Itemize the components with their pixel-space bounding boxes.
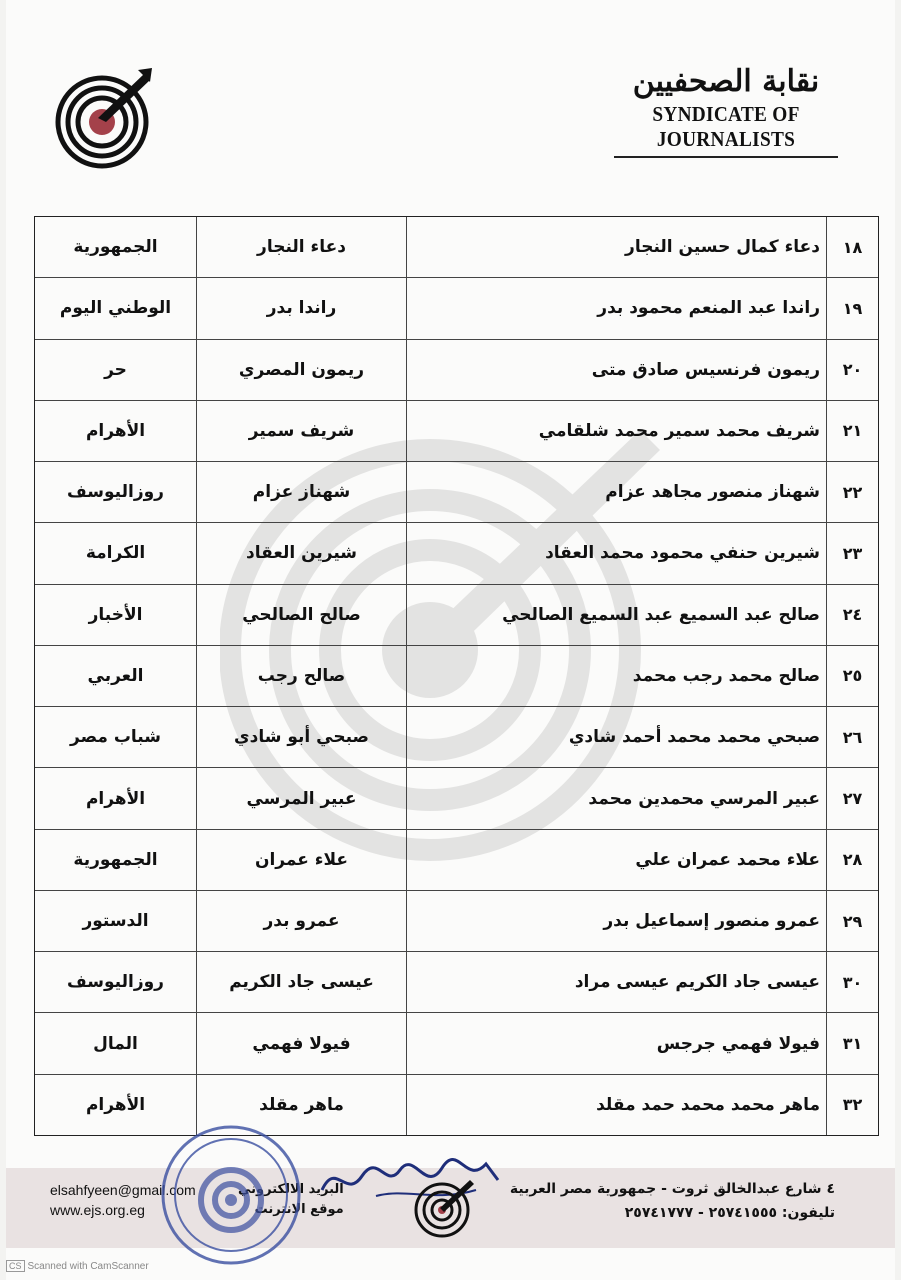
table-row: [35, 707, 878, 768]
phone-line: تليفون: ٢٥٧٤١٥٥٥ - ٢٥٧٤١٧٧٧: [624, 1205, 835, 1221]
table-row: [35, 340, 878, 401]
address-line: ٤ شارع عبدالخالق ثروت - جمهورية مصر العربية: [509, 1181, 835, 1197]
email-label: البريد الالكتروني: [238, 1182, 344, 1197]
official-stamp-icon: [156, 1120, 306, 1270]
table-row: [35, 217, 878, 278]
press-name: عيسى جاد الكريم: [196, 952, 406, 1012]
table-row: [35, 646, 878, 707]
newspaper: العربي: [87, 665, 144, 686]
row-number: ٣٠: [826, 952, 878, 1012]
press-name: صالح رجب: [196, 646, 406, 706]
full-name: دعاء كمال حسين النجار: [406, 217, 826, 277]
newspaper: روزاليوسف: [67, 972, 164, 993]
press-name: فيولا فهمي: [196, 1013, 406, 1073]
brand-arabic: نقابة الصحفيين: [632, 64, 820, 99]
row-number: ٢٦: [826, 707, 878, 767]
website-link[interactable]: www.ejs.org.eg: [50, 1202, 145, 1218]
table-row: [35, 462, 878, 523]
table-row: [35, 523, 878, 584]
press-name: راندا بدر: [196, 278, 406, 338]
footer-logo-icon: [412, 1170, 476, 1240]
row-number: ١٩: [826, 278, 878, 338]
row-number: ٢٢: [826, 462, 878, 522]
table-row: [35, 1013, 878, 1074]
newspaper: المال: [93, 1033, 138, 1054]
row-number: ٢٠: [826, 340, 878, 400]
camscanner-watermark: [6, 1260, 149, 1272]
row-number: ٢٨: [826, 830, 878, 890]
brand-block: [606, 62, 846, 158]
full-name: ماهر محمد محمد حمد مقلد: [406, 1075, 826, 1135]
full-name: عبير المرسي محمدين محمد: [406, 768, 826, 828]
press-name: عمرو بدر: [196, 891, 406, 951]
full-name: فيولا فهمي جرجس: [406, 1013, 826, 1073]
full-name: صبحي محمد محمد أحمد شادي: [406, 707, 826, 767]
newspaper: شباب مصر: [70, 727, 161, 748]
row-number: ١٨: [826, 217, 878, 277]
newspaper: حر: [104, 359, 127, 380]
press-name: ماهر مقلد: [196, 1075, 406, 1135]
brand-underline: [614, 156, 838, 158]
full-name: علاء محمد عمران علي: [406, 830, 826, 890]
press-name: شريف سمير: [196, 401, 406, 461]
row-number: ٢٧: [826, 768, 878, 828]
table-row: [35, 278, 878, 339]
full-name: شريف محمد سمير محمد شلقامي: [406, 401, 826, 461]
newspaper: الجمهورية: [73, 237, 158, 258]
brand-english: SYNDICATE OF JOURNALISTS: [652, 102, 800, 151]
syndicate-logo-icon: [54, 60, 154, 170]
table-row: [35, 891, 878, 952]
newspaper: روزاليوسف: [67, 482, 164, 503]
camscanner-icon: CS: [6, 1260, 25, 1272]
camscanner-text: Scanned with CamScanner: [27, 1261, 149, 1272]
footer-address: [510, 1177, 835, 1225]
row-number: ٢٣: [826, 523, 878, 583]
row-number: ٢١: [826, 401, 878, 461]
newspaper: الوطني اليوم: [59, 298, 172, 319]
newspaper: الجمهورية: [73, 849, 158, 870]
row-number: ٣١: [826, 1013, 878, 1073]
full-name: ريمون فرنسيس صادق متى: [406, 340, 826, 400]
newspaper: الأهرام: [85, 788, 146, 809]
table-row: [35, 830, 878, 891]
newspaper: الدستور: [82, 911, 149, 932]
table-row: [35, 585, 878, 646]
row-number: ٣٢: [826, 1075, 878, 1135]
full-name: عيسى جاد الكريم عيسى مراد: [406, 952, 826, 1012]
email-link[interactable]: elsahfyeen@gmail.com: [50, 1182, 196, 1198]
full-name: شهناز منصور مجاهد عزام: [406, 462, 826, 522]
table-row: [35, 768, 878, 829]
full-name: شيرين حنفي محمود محمد العقاد: [406, 523, 826, 583]
full-name: عمرو منصور إسماعيل بدر: [406, 891, 826, 951]
row-number: ٢٥: [826, 646, 878, 706]
full-name: راندا عبد المنعم محمود بدر: [406, 278, 826, 338]
press-name: دعاء النجار: [196, 217, 406, 277]
row-number: ٢٩: [826, 891, 878, 951]
row-number: ٢٤: [826, 585, 878, 645]
newspaper: الأهرام: [85, 1094, 146, 1115]
press-name: ريمون المصري: [196, 340, 406, 400]
full-name: صالح عبد السميع عبد السميع الصالحي: [406, 585, 826, 645]
newspaper: الأهرام: [85, 420, 146, 441]
press-name: صالح الصالحي: [196, 585, 406, 645]
press-name: شهناز عزام: [196, 462, 406, 522]
document-page: [6, 0, 895, 1280]
table-row: [35, 401, 878, 462]
table-row: [35, 952, 878, 1013]
press-name: شيرين العقاد: [196, 523, 406, 583]
members-table: [34, 216, 879, 1136]
newspaper: الكرامة: [85, 543, 146, 564]
press-name: علاء عمران: [196, 830, 406, 890]
full-name: صالح محمد رجب محمد: [406, 646, 826, 706]
newspaper: الأخبار: [88, 604, 143, 625]
website-label: موقع الانترنت: [254, 1202, 344, 1217]
signature-icon: [316, 1150, 506, 1210]
press-name: عبير المرسي: [196, 768, 406, 828]
press-name: صبحي أبو شادي: [196, 707, 406, 767]
